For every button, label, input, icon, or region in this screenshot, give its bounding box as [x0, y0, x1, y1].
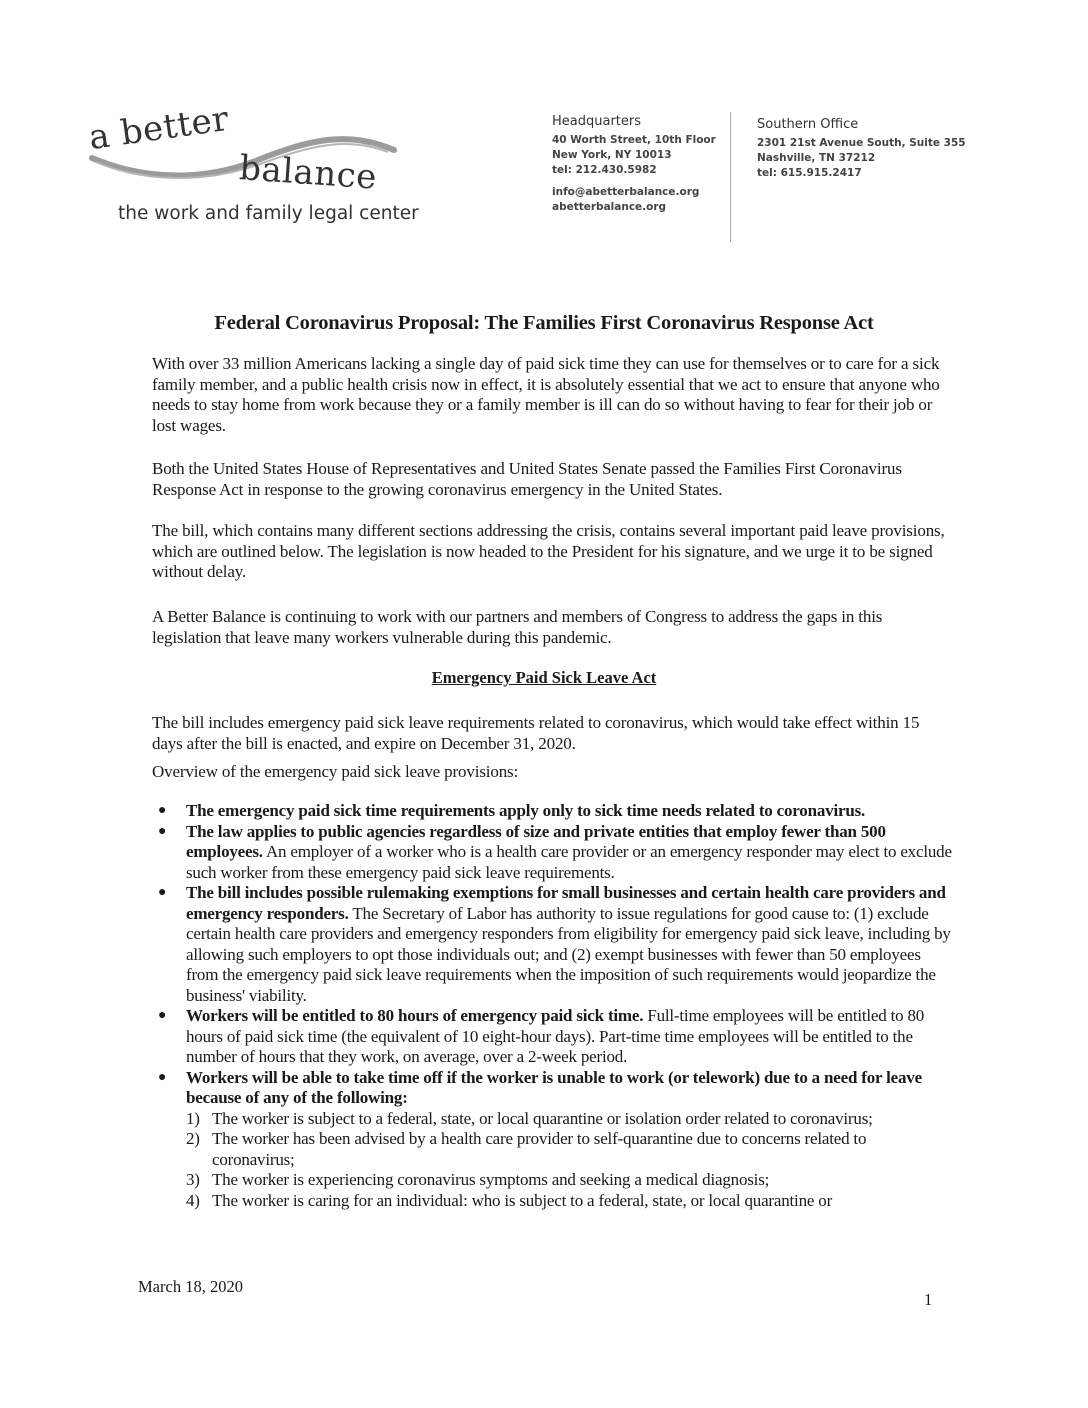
- document-title: Federal Coronavirus Proposal: The Families First Coronavirus Response Act: [214, 312, 874, 334]
- intro-paragraph-3: The bill, which contains many different sections addressing the crisis, contains several important paid leave provisions, which are outlined below. The legislation is now headed to the President for his signature, and we urge it to be signed without delay.: [152, 521, 945, 581]
- section-paragraph-2: Overview of the emergency paid sick leave provisions:: [152, 762, 519, 781]
- page-number: 1: [924, 1290, 933, 1309]
- bullet-bold-text: The emergency paid sick time requirements apply only to sick time needs related to coronavirus.: [186, 801, 866, 820]
- numbered-item: [186, 1129, 952, 1170]
- southern-office-address-line-2: Nashville, TN 37212: [757, 152, 876, 164]
- item-number: 2): [186, 1129, 200, 1148]
- headquarters-phone: tel: 212.430.5982: [552, 164, 657, 176]
- headquarters-address-line-1: 40 Worth Street, 10th Floor: [552, 134, 716, 146]
- letterhead-divider: [730, 112, 731, 242]
- bullet-bold-text: The law applies to public agencies regardless of size and private entities that employ fewer than 500 employees.: [186, 821, 886, 861]
- section-heading: Emergency Paid Sick Leave Act: [431, 668, 657, 687]
- headquarters-email: info@abetterbalance.org: [552, 186, 700, 198]
- footer-date: March 18, 2020: [138, 1277, 243, 1296]
- bullet-item: [152, 822, 952, 884]
- item-text: The worker is experiencing coronavirus symptoms and seeking a medical diagnosis;: [212, 1170, 770, 1189]
- item-text: The worker is subject to a federal, state, or local quarantine or isolation order related to coronavirus;: [212, 1108, 873, 1128]
- item-text: The worker is caring for an individual: who is subject to a federal, state, or local quarantine or: [212, 1190, 833, 1210]
- bullet-icon: ●: [158, 1008, 167, 1023]
- item-text: The worker has been advised by a health care provider to self-quarantine due to concerns related to coronavirus;: [212, 1129, 867, 1169]
- southern-office-address-line-1: 2301 21st Avenue South, Suite 355: [757, 137, 966, 149]
- numbered-item: [186, 1191, 952, 1212]
- bullet-bold-text: The bill includes possible rulemaking exemptions for small businesses and certain health care providers and emergency responders.: [186, 883, 946, 923]
- item-number: 4): [186, 1190, 200, 1210]
- bullet-icon: ●: [158, 803, 167, 818]
- bullet-bold-text: Workers will be entitled to 80 hours of emergency paid sick time.: [186, 1006, 644, 1025]
- leave-reasons-numbered-list: [186, 1109, 952, 1212]
- section-paragraph-1: The bill includes emergency paid sick leave requirements related to coronavirus, which would take effect within 15 days after the bill is enacted, and expire on December 31, 2020.: [152, 713, 920, 753]
- intro-paragraph-1: With over 33 million Americans lacking a single day of paid sick time they can use for themselves or to care for a sick family member, and a public health crisis now in effect, it is absolutely essential that we act to ensure that anyone who needs to stay home from work because they or a family member is ill can do so without having to fear for their job or lost wages.: [152, 354, 940, 435]
- southern-office-phone: tel: 615.915.2417: [757, 167, 862, 179]
- item-number: 1): [186, 1108, 200, 1128]
- headquarters-website: abetterbalance.org: [552, 201, 667, 213]
- provisions-bullet-list: [152, 801, 952, 1211]
- bullet-item: [152, 1068, 952, 1109]
- item-number: 3): [186, 1170, 200, 1189]
- southern-office-heading: Southern Office: [757, 117, 859, 132]
- numbered-item: [186, 1109, 952, 1130]
- logo-text-balance: balance: [238, 148, 379, 198]
- bullet-item: [152, 801, 952, 822]
- bullet-icon: ●: [158, 823, 167, 839]
- bullet-icon: ●: [158, 1069, 167, 1085]
- bullet-text: An employer of a worker who is a health care provider or an emergency responder may elect to exclude such worker from these emergency paid sick leave requirements.: [186, 842, 952, 882]
- bullet-text: Full-time employees will be entitled to 80 hours of paid sick time (the equivalent of 10 eight-hour days). Part-time time employees will be entitled to the number of hours that they work, on average, over a 2-week period.: [186, 1006, 925, 1066]
- logo-tagline: the work and family legal center: [118, 203, 419, 224]
- bullet-item: [152, 883, 952, 1006]
- intro-paragraph-4: A Better Balance is continuing to work with our partners and members of Congress to address the gaps in this legislation that leave many workers vulnerable during this pandemic.: [152, 607, 883, 647]
- intro-paragraph-2: Both the United States House of Representatives and United States Senate passed the Families First Coronavirus Response Act in response to the growing coronavirus emergency in the United States.: [152, 459, 902, 499]
- bullet-text: The Secretary of Labor has authority to issue regulations for good cause to: (1) exclude certain health care providers and emergency responders from eligibility for emergency paid sick leave, including by allowing such employers to opt those individuals out; and (2) exempt businesses with fewer than 50 employees from the emergency paid sick leave requirements when the imposition of such requirements would jeopardize the business' viability.: [186, 903, 951, 1005]
- southern-office-address-block: [757, 117, 966, 181]
- headquarters-heading: Headquarters: [552, 114, 642, 129]
- numbered-item: [186, 1170, 952, 1191]
- bullet-icon: ●: [158, 885, 167, 900]
- bullet-item: [152, 1006, 952, 1068]
- headquarters-address-block: [552, 114, 716, 215]
- bullet-bold-text: Workers will be able to take time off if the worker is unable to work (or telework) due to a need for leave because of any of the following:: [186, 1067, 922, 1107]
- headquarters-address-line-2: New York, NY 10013: [552, 149, 672, 161]
- logo-text-a-better: a better: [86, 98, 232, 158]
